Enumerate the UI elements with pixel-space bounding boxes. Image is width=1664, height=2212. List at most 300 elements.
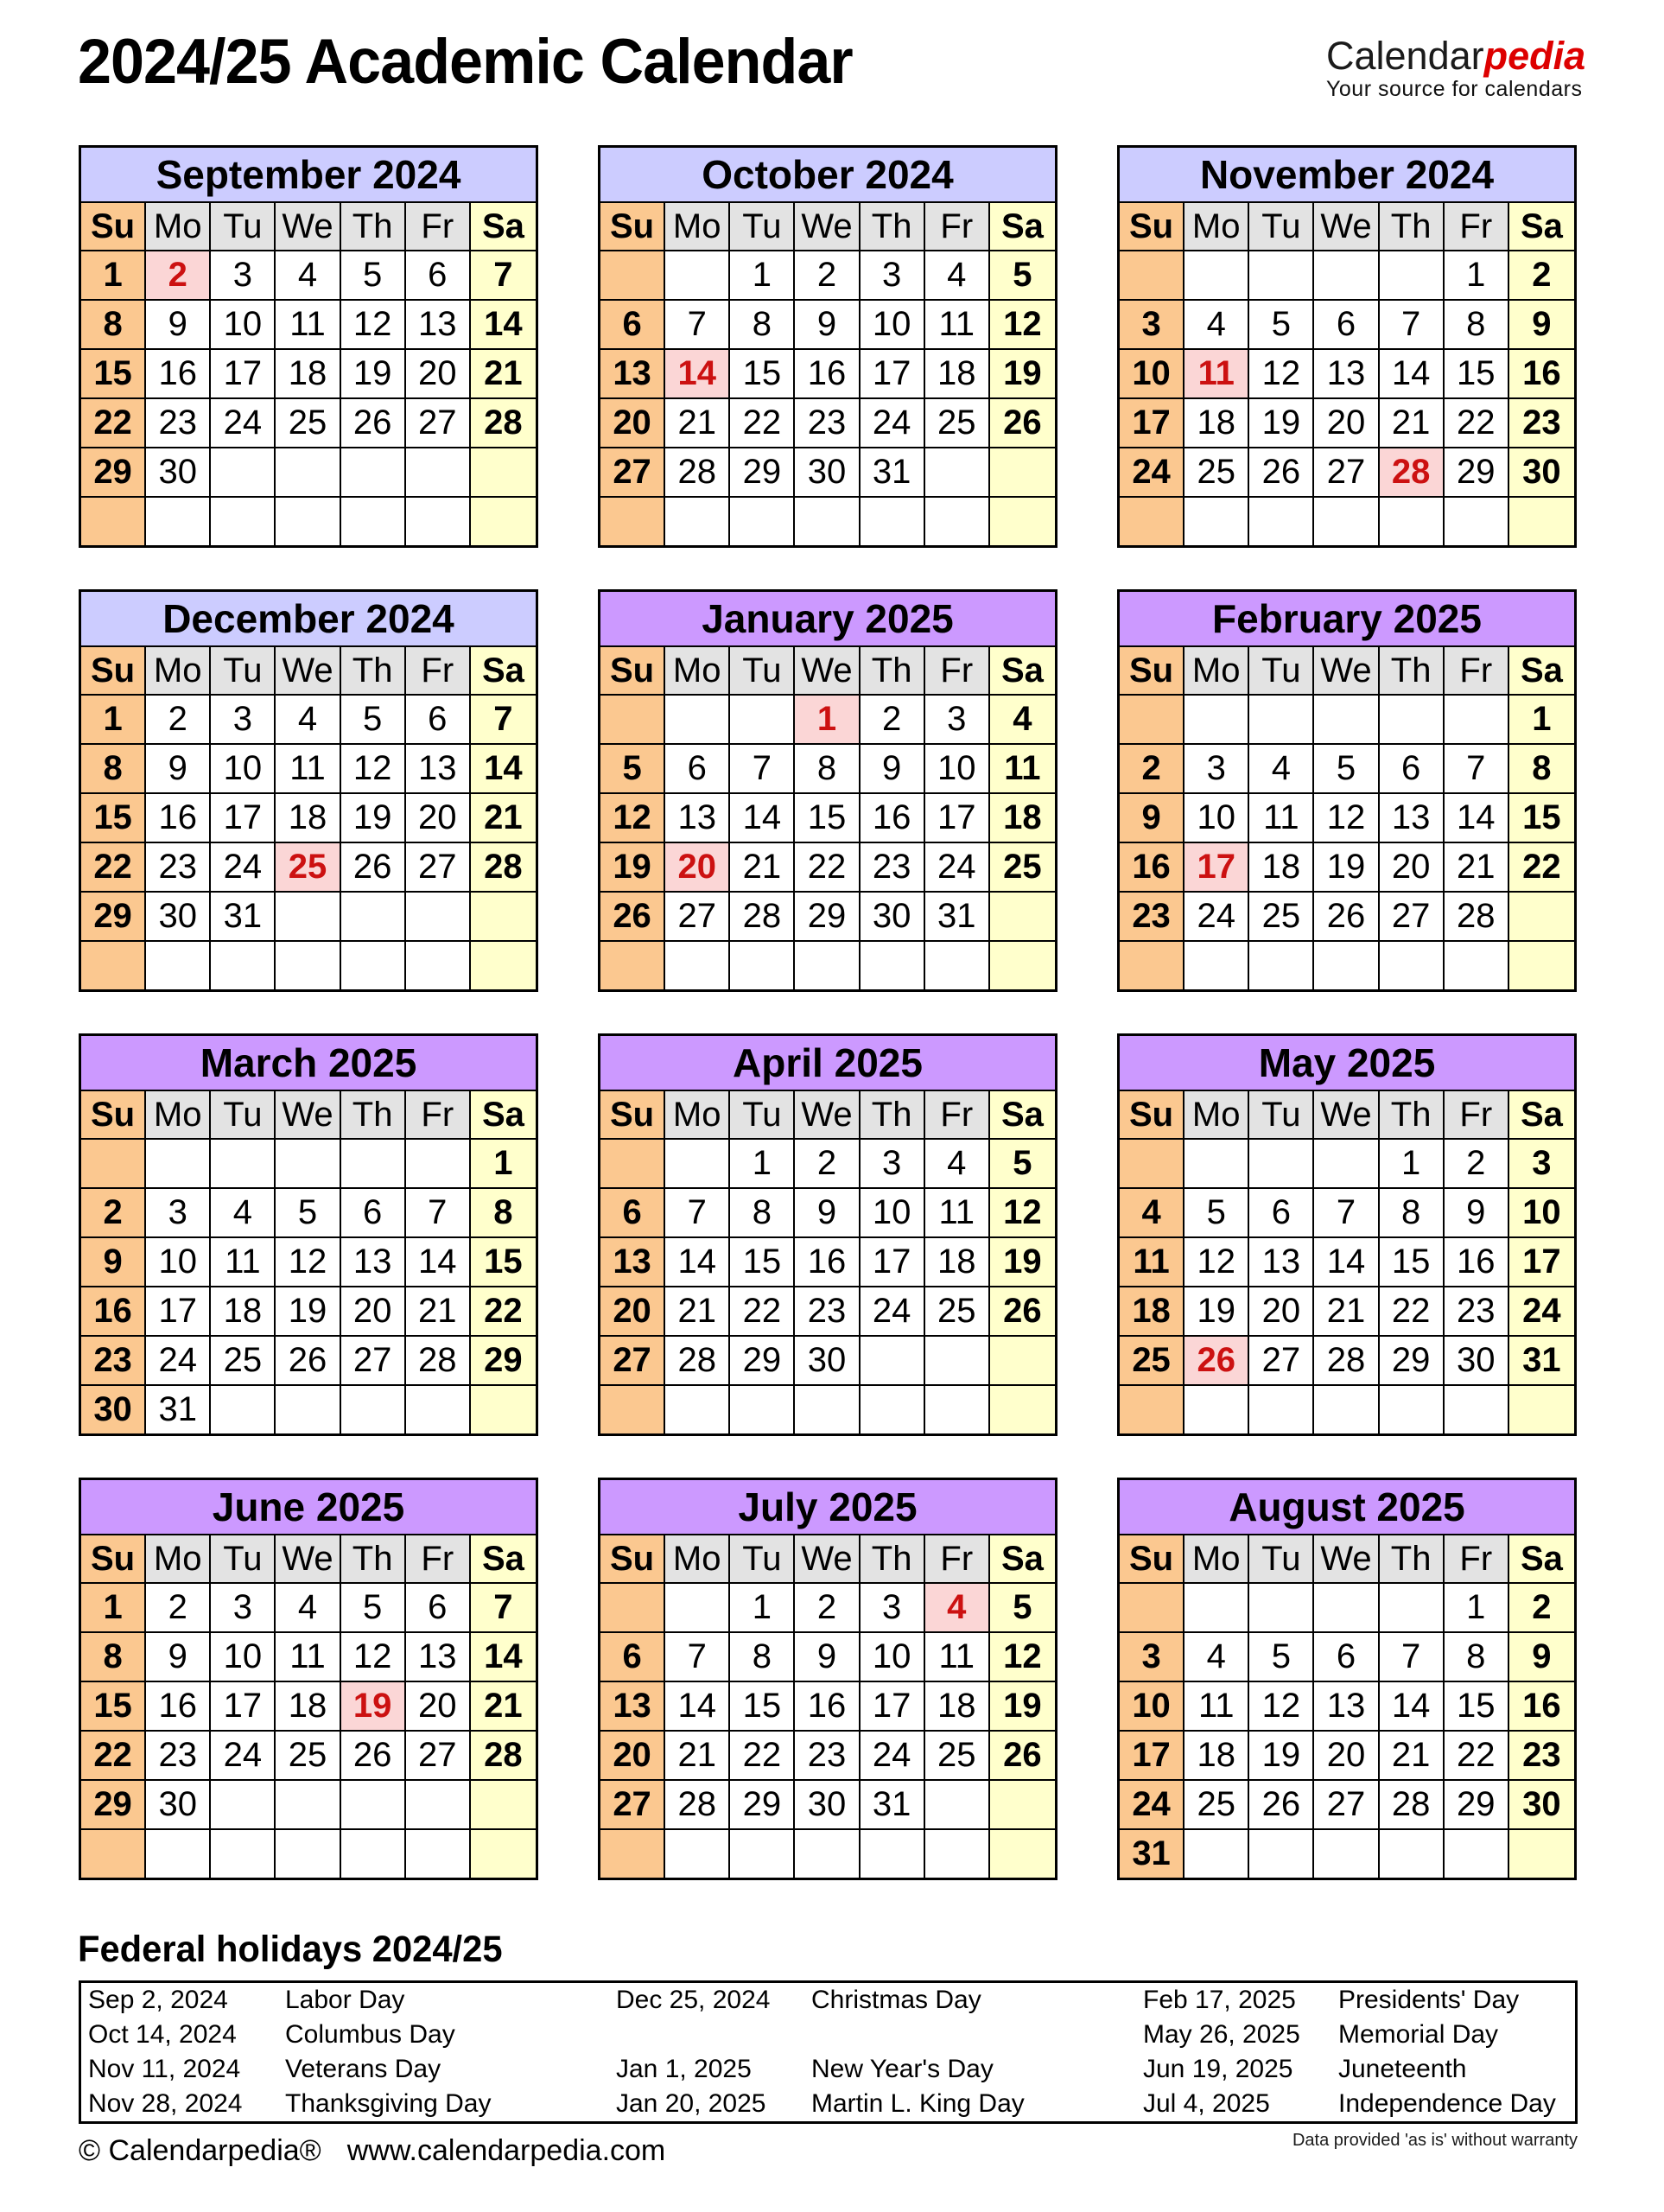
weekday-header-tu: Tu (730, 1091, 795, 1140)
empty-date-cell (471, 893, 536, 942)
empty-date-cell (1314, 1584, 1379, 1633)
month-title: September 2024 (81, 148, 536, 203)
date-cell: 12 (990, 301, 1055, 350)
date-cell: 2 (1509, 251, 1574, 301)
empty-date-cell (990, 448, 1055, 498)
date-cell: 18 (276, 1682, 340, 1732)
date-cell: 22 (471, 1287, 536, 1337)
date-cell: 8 (795, 745, 860, 794)
date-cell: 3 (861, 251, 925, 301)
date-cell: 27 (600, 448, 665, 498)
empty-date-cell (795, 942, 860, 989)
date-cell: 11 (925, 1633, 990, 1682)
date-cell: 6 (600, 301, 665, 350)
date-cell: 14 (1314, 1238, 1379, 1287)
empty-date-cell (1314, 251, 1379, 301)
empty-date-cell (341, 1386, 406, 1433)
date-cell: 21 (665, 1732, 730, 1781)
date-cell: 29 (81, 893, 146, 942)
weekday-header-sa: Sa (471, 203, 536, 251)
date-cell: 25 (925, 1732, 990, 1781)
date-cell: 6 (1380, 745, 1445, 794)
holiday-date: May 26, 2025 (1143, 2020, 1300, 2049)
date-cell: 2 (1120, 745, 1184, 794)
empty-date-cell (276, 893, 340, 942)
date-cell: 8 (1445, 1633, 1509, 1682)
date-cell: 7 (1314, 1189, 1379, 1238)
date-cell: 8 (730, 1633, 795, 1682)
date-cell: 11 (1249, 794, 1314, 843)
holiday-name: Columbus Day (285, 2020, 455, 2049)
date-cell: 26 (1314, 893, 1379, 942)
date-cell: 20 (600, 1287, 665, 1337)
date-cell: 17 (1509, 1238, 1574, 1287)
empty-date-cell (1184, 251, 1249, 301)
date-cell: 18 (925, 350, 990, 399)
date-cell: 23 (861, 843, 925, 893)
holiday-name: Presidents' Day (1338, 1986, 1520, 2014)
empty-date-cell (990, 942, 1055, 989)
weekday-header-tu: Tu (211, 203, 276, 251)
weekday-header-we: We (276, 203, 340, 251)
weekday-header-sa: Sa (471, 1535, 536, 1584)
empty-date-cell (1249, 251, 1314, 301)
weekday-header-we: We (276, 1535, 340, 1584)
weekday-header-we: We (795, 203, 860, 251)
empty-date-cell (990, 1830, 1055, 1878)
date-cell: 20 (1249, 1287, 1314, 1337)
empty-date-cell (795, 1830, 860, 1878)
empty-date-cell (1314, 1830, 1379, 1878)
holiday-name: Labor Day (285, 1986, 405, 2014)
empty-date-cell (146, 942, 211, 989)
date-cell: 10 (861, 1633, 925, 1682)
date-cell: 4 (276, 251, 340, 301)
date-cell: 28 (665, 448, 730, 498)
date-cell: 25 (276, 399, 340, 448)
date-cell: 13 (665, 794, 730, 843)
month-day-grid (600, 1535, 1055, 1878)
empty-date-cell (665, 1830, 730, 1878)
date-cell: 20 (406, 350, 471, 399)
date-cell: 12 (1249, 350, 1314, 399)
weekday-header-mo: Mo (1184, 647, 1249, 696)
date-cell: 10 (861, 301, 925, 350)
empty-date-cell (341, 498, 406, 545)
holiday-name: Veterans Day (285, 2055, 441, 2083)
date-cell: 22 (81, 843, 146, 893)
empty-date-cell (1445, 696, 1509, 745)
weekday-header-fr: Fr (1445, 1091, 1509, 1140)
date-cell: 19 (276, 1287, 340, 1337)
empty-date-cell (861, 1386, 925, 1433)
date-cell: 3 (1509, 1140, 1574, 1189)
date-cell: 20 (406, 794, 471, 843)
logo-tagline: Your source for calendars (1326, 77, 1583, 101)
weekday-header-tu: Tu (1249, 203, 1314, 251)
date-cell: 27 (341, 1337, 406, 1386)
date-cell: 29 (1445, 448, 1509, 498)
website-link[interactable]: www.calendarpedia.com (346, 2134, 666, 2167)
empty-date-cell (276, 448, 340, 498)
date-cell: 14 (471, 301, 536, 350)
date-cell: 30 (1509, 448, 1574, 498)
date-cell: 25 (1249, 893, 1314, 942)
month-title: June 2025 (81, 1480, 536, 1535)
month-title: October 2024 (600, 148, 1055, 203)
date-cell: 13 (1314, 350, 1379, 399)
date-cell: 22 (795, 843, 860, 893)
date-cell: 25 (990, 843, 1055, 893)
logo-part-pedia: pedia (1483, 34, 1586, 78)
date-cell: 4 (925, 251, 990, 301)
date-cell: 26 (341, 399, 406, 448)
date-cell: 4 (276, 1584, 340, 1633)
date-cell: 9 (81, 1238, 146, 1287)
empty-date-cell (1445, 1830, 1509, 1878)
date-cell: 7 (665, 1189, 730, 1238)
date-cell: 30 (861, 893, 925, 942)
empty-date-cell (276, 1830, 340, 1878)
weekday-header-th: Th (1380, 1535, 1445, 1584)
date-cell: 11 (1120, 1238, 1184, 1287)
date-cell: 27 (600, 1337, 665, 1386)
date-cell: 12 (990, 1189, 1055, 1238)
holiday-date: Jan 1, 2025 (616, 2055, 752, 2083)
date-cell: 19 (1249, 399, 1314, 448)
month-february-2025 (1117, 589, 1577, 992)
date-cell: 6 (665, 745, 730, 794)
holiday-date-cell: 11 (1184, 350, 1249, 399)
weekday-header-sa: Sa (990, 1535, 1055, 1584)
date-cell: 4 (211, 1189, 276, 1238)
date-cell: 9 (795, 301, 860, 350)
date-cell: 7 (471, 1584, 536, 1633)
date-cell: 14 (665, 1238, 730, 1287)
date-cell: 23 (795, 399, 860, 448)
month-day-grid (81, 647, 536, 989)
weekday-header-we: We (1314, 203, 1379, 251)
empty-date-cell (211, 1386, 276, 1433)
empty-date-cell (665, 498, 730, 545)
date-cell: 28 (1314, 1337, 1379, 1386)
date-cell: 27 (406, 1732, 471, 1781)
month-october-2024 (598, 145, 1057, 548)
date-cell: 15 (1509, 794, 1574, 843)
footer-disclaimer: Data provided 'as is' without warranty (1292, 2131, 1578, 2150)
date-cell: 9 (146, 1633, 211, 1682)
empty-date-cell (600, 942, 665, 989)
empty-date-cell (1184, 1386, 1249, 1433)
holiday-date-cell: 26 (1184, 1337, 1249, 1386)
holiday-date-cell: 2 (146, 251, 211, 301)
date-cell: 7 (1380, 301, 1445, 350)
empty-date-cell (1445, 498, 1509, 545)
date-cell: 18 (276, 350, 340, 399)
date-cell: 12 (1184, 1238, 1249, 1287)
holiday-date-cell: 14 (665, 350, 730, 399)
date-cell: 6 (600, 1189, 665, 1238)
date-cell: 10 (1120, 1682, 1184, 1732)
empty-date-cell (600, 498, 665, 545)
holiday-date: Jul 4, 2025 (1143, 2089, 1270, 2118)
date-cell: 5 (600, 745, 665, 794)
weekday-header-tu: Tu (730, 203, 795, 251)
empty-date-cell (276, 1781, 340, 1830)
weekday-header-we: We (795, 1535, 860, 1584)
date-cell: 18 (276, 794, 340, 843)
date-cell: 15 (81, 1682, 146, 1732)
empty-date-cell (1445, 942, 1509, 989)
date-cell: 4 (1249, 745, 1314, 794)
weekday-header-th: Th (1380, 1091, 1445, 1140)
date-cell: 21 (665, 1287, 730, 1337)
date-cell: 20 (1380, 843, 1445, 893)
date-cell: 5 (341, 1584, 406, 1633)
date-cell: 12 (1249, 1682, 1314, 1732)
date-cell: 12 (341, 745, 406, 794)
date-cell: 11 (990, 745, 1055, 794)
empty-date-cell (600, 1386, 665, 1433)
date-cell: 29 (1380, 1337, 1445, 1386)
weekday-header-tu: Tu (1249, 647, 1314, 696)
date-cell: 3 (211, 1584, 276, 1633)
weekday-header-fr: Fr (406, 647, 471, 696)
date-cell: 29 (730, 448, 795, 498)
date-cell: 7 (665, 1633, 730, 1682)
date-cell: 23 (1509, 1732, 1574, 1781)
date-cell: 5 (341, 696, 406, 745)
empty-date-cell (81, 498, 146, 545)
empty-date-cell (795, 498, 860, 545)
date-cell: 18 (925, 1238, 990, 1287)
empty-date-cell (730, 696, 795, 745)
date-cell: 13 (600, 1682, 665, 1732)
date-cell: 15 (730, 1238, 795, 1287)
date-cell: 22 (730, 1732, 795, 1781)
date-cell: 15 (471, 1238, 536, 1287)
date-cell: 7 (1380, 1633, 1445, 1682)
empty-date-cell (1509, 498, 1574, 545)
date-cell: 1 (81, 251, 146, 301)
date-cell: 28 (471, 843, 536, 893)
weekday-header-we: We (1314, 1091, 1379, 1140)
weekday-header-fr: Fr (1445, 1535, 1509, 1584)
empty-date-cell (406, 893, 471, 942)
date-cell: 18 (1184, 1732, 1249, 1781)
date-cell: 1 (1445, 251, 1509, 301)
empty-date-cell (471, 1781, 536, 1830)
date-cell: 19 (990, 350, 1055, 399)
date-cell: 20 (600, 1732, 665, 1781)
date-cell: 16 (146, 1682, 211, 1732)
weekday-header-th: Th (341, 1535, 406, 1584)
date-cell: 6 (341, 1189, 406, 1238)
date-cell: 24 (1184, 893, 1249, 942)
empty-date-cell (1184, 498, 1249, 545)
empty-date-cell (730, 1830, 795, 1878)
date-cell: 31 (925, 893, 990, 942)
date-cell: 16 (861, 794, 925, 843)
date-cell: 26 (600, 893, 665, 942)
weekday-header-fr: Fr (1445, 647, 1509, 696)
holiday-date: Feb 17, 2025 (1143, 1986, 1296, 2014)
weekday-header-th: Th (861, 647, 925, 696)
date-cell: 3 (211, 251, 276, 301)
date-cell: 13 (1314, 1682, 1379, 1732)
empty-date-cell (341, 1781, 406, 1830)
empty-date-cell (925, 498, 990, 545)
date-cell: 25 (925, 399, 990, 448)
empty-date-cell (406, 498, 471, 545)
date-cell: 17 (1120, 1732, 1184, 1781)
month-day-grid (81, 1091, 536, 1433)
date-cell: 2 (1509, 1584, 1574, 1633)
date-cell: 10 (925, 745, 990, 794)
date-cell: 7 (471, 251, 536, 301)
empty-date-cell (1120, 942, 1184, 989)
month-may-2025 (1117, 1033, 1577, 1436)
date-cell: 28 (1380, 1781, 1445, 1830)
date-cell: 6 (1249, 1189, 1314, 1238)
month-day-grid (1120, 647, 1574, 989)
empty-date-cell (1249, 942, 1314, 989)
date-cell: 28 (665, 1337, 730, 1386)
empty-date-cell (990, 498, 1055, 545)
date-cell: 30 (1445, 1337, 1509, 1386)
date-cell: 14 (665, 1682, 730, 1732)
empty-date-cell (1249, 1830, 1314, 1878)
date-cell: 2 (795, 1140, 860, 1189)
date-cell: 8 (1509, 745, 1574, 794)
month-title: May 2025 (1120, 1036, 1574, 1091)
date-cell: 15 (730, 350, 795, 399)
date-cell: 31 (146, 1386, 211, 1433)
month-april-2025 (598, 1033, 1057, 1436)
month-november-2024 (1117, 145, 1577, 548)
weekday-header-mo: Mo (146, 1535, 211, 1584)
date-cell: 5 (1314, 745, 1379, 794)
empty-date-cell (665, 942, 730, 989)
date-cell: 2 (1445, 1140, 1509, 1189)
empty-date-cell (990, 1386, 1055, 1433)
month-title: March 2025 (81, 1036, 536, 1091)
date-cell: 2 (146, 696, 211, 745)
date-cell: 4 (1184, 1633, 1249, 1682)
date-cell: 22 (81, 399, 146, 448)
date-cell: 18 (211, 1287, 276, 1337)
date-cell: 16 (1445, 1238, 1509, 1287)
date-cell: 1 (81, 696, 146, 745)
empty-date-cell (1380, 498, 1445, 545)
empty-date-cell (406, 1781, 471, 1830)
date-cell: 26 (990, 1287, 1055, 1337)
weekday-header-fr: Fr (1445, 203, 1509, 251)
empty-date-cell (341, 942, 406, 989)
date-cell: 29 (730, 1337, 795, 1386)
date-cell: 14 (471, 1633, 536, 1682)
empty-date-cell (730, 498, 795, 545)
date-cell: 26 (276, 1337, 340, 1386)
date-cell: 18 (1184, 399, 1249, 448)
weekday-header-fr: Fr (925, 1535, 990, 1584)
date-cell: 9 (1445, 1189, 1509, 1238)
date-cell: 5 (990, 1584, 1055, 1633)
empty-date-cell (1380, 942, 1445, 989)
month-day-grid (81, 203, 536, 545)
weekday-header-su: Su (81, 1091, 146, 1140)
date-cell: 12 (276, 1238, 340, 1287)
empty-date-cell (665, 251, 730, 301)
date-cell: 18 (925, 1682, 990, 1732)
date-cell: 25 (1184, 448, 1249, 498)
month-title: January 2025 (600, 592, 1055, 647)
empty-date-cell (1249, 696, 1314, 745)
date-cell: 16 (1120, 843, 1184, 893)
empty-date-cell (600, 696, 665, 745)
empty-date-cell (81, 1830, 146, 1878)
date-cell: 18 (990, 794, 1055, 843)
date-cell: 19 (1184, 1287, 1249, 1337)
date-cell: 8 (1445, 301, 1509, 350)
date-cell: 29 (81, 1781, 146, 1830)
empty-date-cell (600, 1584, 665, 1633)
empty-date-cell (1509, 942, 1574, 989)
month-day-grid (1120, 203, 1574, 545)
empty-date-cell (1249, 498, 1314, 545)
month-title: August 2025 (1120, 1480, 1574, 1535)
date-cell: 31 (861, 448, 925, 498)
month-september-2024 (79, 145, 538, 548)
date-cell: 25 (925, 1287, 990, 1337)
empty-date-cell (600, 1830, 665, 1878)
date-cell: 10 (1184, 794, 1249, 843)
date-cell: 28 (471, 399, 536, 448)
date-cell: 1 (730, 1584, 795, 1633)
date-cell: 7 (730, 745, 795, 794)
date-cell: 30 (795, 448, 860, 498)
date-cell: 31 (1509, 1337, 1574, 1386)
date-cell: 24 (925, 843, 990, 893)
date-cell: 15 (81, 350, 146, 399)
holiday-name: Christmas Day (811, 1986, 981, 2014)
date-cell: 4 (1184, 301, 1249, 350)
date-cell: 3 (146, 1189, 211, 1238)
page-title: 2024/25 Academic Calendar (78, 27, 853, 97)
holiday-name: Memorial Day (1338, 2020, 1499, 2049)
date-cell: 2 (146, 1584, 211, 1633)
month-title: November 2024 (1120, 148, 1574, 203)
weekday-header-tu: Tu (211, 1091, 276, 1140)
date-cell: 17 (211, 350, 276, 399)
date-cell: 31 (861, 1781, 925, 1830)
date-cell: 5 (1184, 1189, 1249, 1238)
date-cell: 19 (990, 1238, 1055, 1287)
month-day-grid (1120, 1091, 1574, 1433)
holiday-name: New Year's Day (811, 2055, 994, 2083)
date-cell: 10 (861, 1189, 925, 1238)
weekday-header-mo: Mo (665, 1091, 730, 1140)
empty-date-cell (600, 1140, 665, 1189)
date-cell: 8 (471, 1189, 536, 1238)
date-cell: 10 (146, 1238, 211, 1287)
logo-part-calendar: Calendar (1326, 34, 1484, 78)
weekday-header-fr: Fr (925, 647, 990, 696)
empty-date-cell (1380, 696, 1445, 745)
date-cell: 16 (1509, 350, 1574, 399)
weekday-header-mo: Mo (665, 647, 730, 696)
date-cell: 22 (1445, 399, 1509, 448)
